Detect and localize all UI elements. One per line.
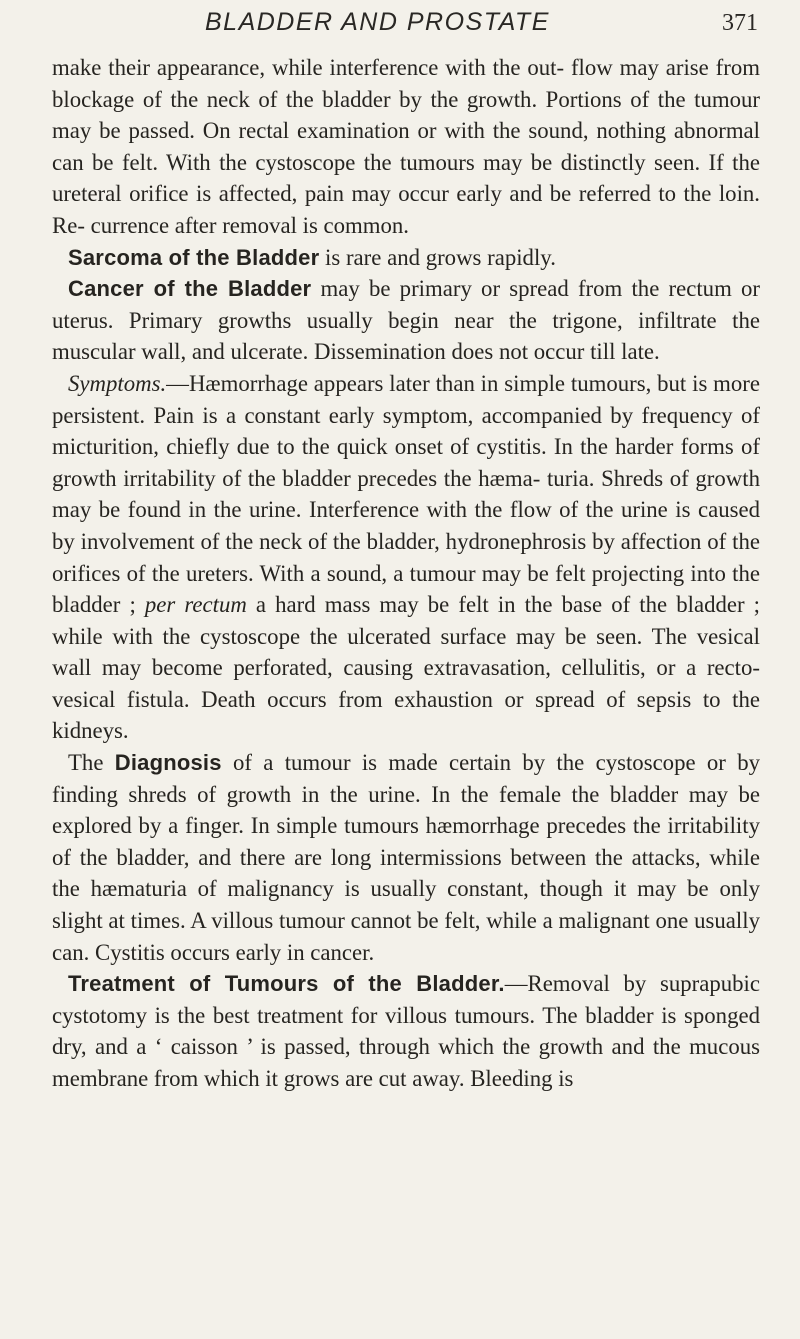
heading-diagnosis: Diagnosis [114,750,222,776]
body-text [52,52,760,1095]
paragraph-text: a hard mass may be felt in the base of the bladder ; while with the cystoscope the ulcerated surface may be seen. The vesical wall may become perforated, causing extravasation, cellulitis, or a recto-vesical fistula. Death occurs from exhaustion or spread of sepsis to the kidneys. [52,592,761,744]
paragraph-sarcoma [52,242,760,274]
paragraph-cancer [52,273,760,368]
italic-phrase: per rectum [144,592,247,618]
heading-treatment: Treatment of Tumours of the Bladder. [68,971,505,997]
paragraph-treatment [52,968,760,1094]
paragraph-symptoms [52,368,760,747]
page-header [52,8,760,52]
paragraph-text: The [68,750,115,776]
paragraph-text: —Hæmorrhage appears later than in simple tumours, but is more persistent. Pain is a constant early symptom, accompanied by frequency of micturition, chiefly due to the quick onset of cystitis. In the harder forms of growth irritability of the bladder precedes the hæma- turia. Shreds of growth may be found in the urine. Interference with the flow of the urine is caused by involvement of the neck of the bladder, hydronephrosis by affection of the orifices of the ureters. With a sound, a tumour may be felt projecting into the bladder ; [52,370,760,618]
heading-symptoms: Symptoms. [68,370,167,396]
paragraph-diagnosis [52,747,760,968]
paragraph-text: is rare and grows rapidly. [319,244,556,270]
heading-sarcoma: Sarcoma of the Bladder [68,244,320,270]
running-title: BLADDER AND PROSTATE [205,8,550,36]
paragraph-continuation [52,52,760,242]
page-number: 371 [722,10,758,36]
heading-cancer: Cancer of the Bladder [68,276,312,302]
paragraph-text: make their appearance, while interference with the out- flow may arise from blockage of the neck of the bladder by the growth. Portions of the tumour may be passed. On rectal examination or with the sound, nothing abnormal can be felt. With the cystoscope the tumours may be distinctly seen. If the ureteral orifice is affected, pain may occur early and be referred to the loin. Re- currence after removal is common. [52,55,760,238]
paragraph-text: may be primary or spread from the rectum or uterus. Primary growths usually begin near the trigone, infiltrate the muscular wall, and ulcerate. Dissemination does not occur till late. [52,276,760,365]
paragraph-text: —Removal by suprapubic cystotomy is the best treatment for villous tumours. The bladder is sponged dry, and a ‘ caisson ’ is passed, through which the growth and the mucous membrane from which it grows are cut away. Bleeding is [52,971,760,1091]
paragraph-text: of a tumour is made certain by the cystoscope or by finding shreds of growth in the urine. In the female the bladder may be explored by a finger. In simple tumours hæmorrhage precedes the irritability of the bladder, and there are long intermissions between the attacks, while the hæmaturia of malignancy is usually constant, though it may be only slight at times. A villous tumour cannot be felt, while a malignant one usually can. Cystitis occurs early in cancer. [52,750,760,965]
